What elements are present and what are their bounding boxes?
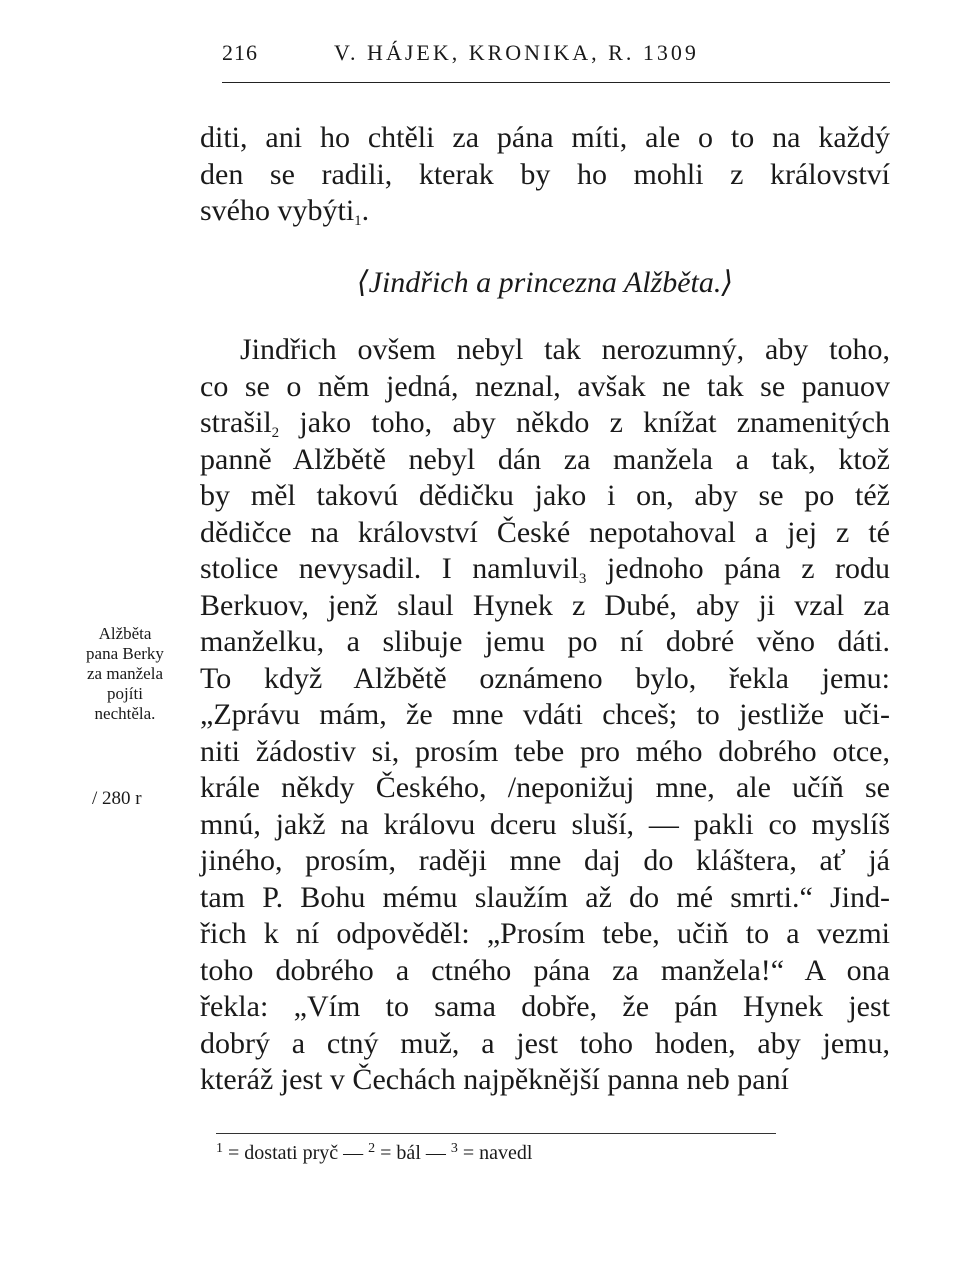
footnote-text: = dostati pryč — <box>223 1142 369 1164</box>
footnote-text: = navedl <box>457 1142 533 1164</box>
footnote-text: = bál — <box>375 1142 451 1164</box>
footnote-ref: 1 <box>354 213 362 229</box>
text-line: toho dobrého a ctného pána za manžela!“ A ona <box>200 953 890 987</box>
footnote-ref: 3 <box>578 571 587 587</box>
footnotes <box>216 1133 776 1165</box>
text-line: Jindřich ovšem nebyl tak nerozumný, aby toho, <box>240 333 890 366</box>
text-line: svého vybýti$_1$. <box>200 194 370 229</box>
margin-note-line: nechtěla. <box>94 704 156 723</box>
text-line: To když Alžbětě oznámeno bylo, řekla jemu: <box>200 661 890 695</box>
text-line: „Zprávu mám, že mne vdáti chceš; to jestliže uči- <box>200 698 890 731</box>
footnote-number: 3 <box>450 1141 458 1156</box>
text-line: kteráž jest v Čechách najpěknější panna neb paní <box>200 1063 789 1096</box>
folio-mark: / 280 r <box>92 788 142 809</box>
text-line: co se o něm jedná, neznal, avšak ne tak se panuov <box>200 369 890 403</box>
text-line: mnú, jakž na královu dceru sluší, — pakli co myslíš <box>200 807 890 841</box>
text-line: jiného, prosím, raději mne daj do kláštera, ať já <box>200 844 890 877</box>
text-line: manželku, a slibuje jemu po ní dobré věno dáti. <box>200 625 890 658</box>
paragraph-1 <box>200 120 890 230</box>
text-line: strašil$_2$ jako toho, aby někdo z knížat znamenitých <box>200 406 890 441</box>
margin-note <box>50 624 200 724</box>
text-line: panně Alžbětě nebyl dán za manžela a tak, ktož <box>200 442 890 476</box>
section-heading: ⟨Jindřich a princezna Alžběta.⟩ <box>356 266 734 299</box>
margin-note-line: pana Berky <box>86 644 164 663</box>
text-line: by měl takovú dědičku jako i on, aby se po též <box>200 479 890 512</box>
text-line: řekla: „Vím to sama dobře, že pán Hynek jest <box>200 990 890 1023</box>
footnote-ref: 2 <box>271 425 280 441</box>
text-line: dobrý a ctný muž, a jest toho hoden, aby jemu, <box>200 1026 890 1060</box>
text-line: krále někdy Českého, /neponižuj mne, ale učíň se <box>200 771 890 804</box>
running-title: V. HÁJEK, KRONIKA, R. 1309 <box>334 40 699 65</box>
text-line: Berkuov, jenž slaul Hynek z Dubé, aby ji vzal za <box>200 588 890 622</box>
page-number: 216 <box>222 40 258 65</box>
footnote-number: 2 <box>368 1141 376 1156</box>
text-line: tam P. Bohu mému slaužím až do mé smrti.“ Jind- <box>200 880 890 914</box>
paragraph-2 <box>200 332 890 1099</box>
text-line: niti žádostiv si, prosím tebe pro mého dobrého otce, <box>200 734 890 768</box>
text-line: dědičce na království České nepotahoval a jej z té <box>200 515 890 549</box>
footnote-number: 1 <box>216 1141 223 1156</box>
margin-note-line: za manžela <box>87 664 163 683</box>
text-line: den se radili, kterak by ho mohli z království <box>200 157 890 191</box>
text-line: stolice nevysadil. I namluvil$_3$ jednoho pána z rodu <box>200 552 890 587</box>
margin-note-line: pojíti <box>107 684 143 703</box>
running-header <box>222 36 890 83</box>
margin-note-line: Alžběta <box>98 624 152 643</box>
text-line: řich k ní odpověděl: „Prosím tebe, učiň to a vezmi <box>200 917 890 950</box>
text-line: diti, ani ho chtěli za pána míti, ale o to na každý <box>200 121 890 154</box>
